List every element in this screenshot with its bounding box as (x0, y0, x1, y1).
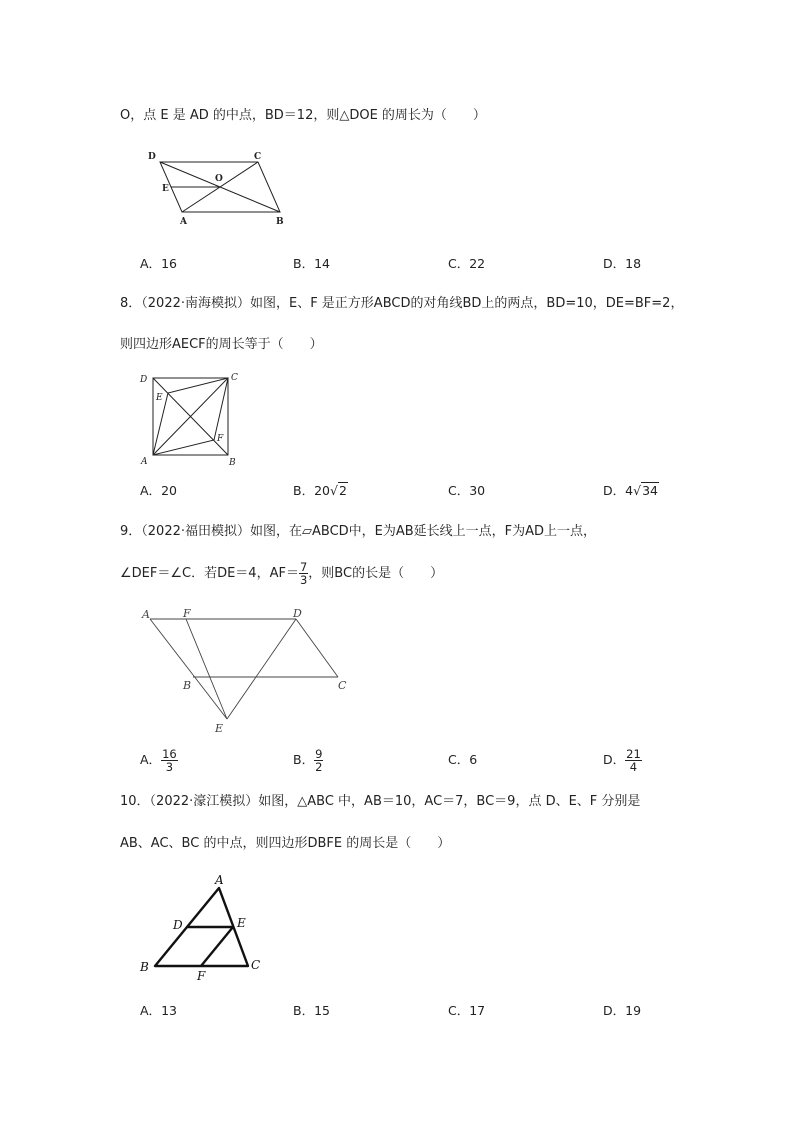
q10-option-a[interactable]: A．13 (140, 1003, 177, 1018)
q7-label-e: E (162, 184, 169, 194)
q9-option-d[interactable]: D． $\frac{21}{4}$ (603, 747, 641, 774)
q8-label-e: E (156, 393, 163, 403)
q7-figure-parallelogram (140, 146, 300, 230)
q8-figure-square (138, 368, 248, 468)
q7-label-b: B (276, 217, 284, 227)
q10-label-f: F (197, 969, 206, 983)
q8-option-d[interactable]: D．4√34 (603, 481, 659, 501)
q9-option-a[interactable]: A． $\frac{16}{3}$ (140, 747, 177, 774)
q10-stem-line1: 10．（2022·濠江模拟）如图，△ABC 中，AB＝10，AC＝7，BC＝9，点 D、E、F 分别是 (120, 794, 641, 809)
q8-option-d-sqrt: √34 (633, 483, 658, 498)
q8-label-d: D (140, 375, 148, 385)
q7-option-c[interactable]: C．22 (448, 256, 486, 271)
q10-label-e: E (237, 916, 246, 930)
q10-option-c[interactable]: C．17 (448, 1003, 486, 1018)
q8-label-b: B (229, 458, 236, 468)
q7-label-c: C (254, 152, 262, 162)
q7-option-a[interactable]: A．16 (140, 256, 177, 271)
q9-af-fraction: $\frac{7}{3}$ (299, 560, 308, 587)
q10-option-b[interactable]: B．15 (293, 1003, 330, 1018)
q10-stem-line2: AB、AC、BC 的中点，则四边形DBFE 的周长是（ ） (120, 836, 451, 851)
q9-label-b: B (183, 679, 192, 692)
q9-label-e: E (215, 722, 224, 734)
q7-label-a: A (180, 217, 187, 227)
q7-stem: O，点 E 是 AD 的中点，BD＝12，则△DOE 的周长为（ ） (120, 108, 486, 123)
q9-stem-line1: 9．（2022·福田模拟）如图，在▱ABCD中，E为AB延长线上一点，F为AD上一点， (120, 524, 597, 539)
q10-label-d: D (173, 918, 183, 932)
q8-label-a: A (141, 457, 148, 467)
q8-option-b[interactable]: B．20√2 (293, 481, 348, 501)
q8-stem-line2: 则四边形AECF的周长等于（ ） (120, 337, 323, 352)
q9-label-f: F (183, 607, 191, 620)
q7-option-d[interactable]: D．18 (603, 256, 642, 271)
q8-label-c: C (231, 373, 238, 383)
q10-option-d[interactable]: D．19 (603, 1003, 642, 1018)
q8-stem-line1: 8．（2022·南海模拟）如图，E、F 是正方形ABCD的对角线BD上的两点，BD=10，DE=BF=2， (120, 296, 684, 311)
q9-option-b[interactable]: B． $\frac{9}{2}$ (293, 747, 323, 774)
q9-label-c: C (338, 679, 347, 692)
q10-figure-triangle (136, 872, 266, 984)
q8-option-a[interactable]: A．20 (140, 483, 177, 498)
q9-stem-line2: ∠DEF＝∠C．若DE＝4，AF＝ $\frac{7}{3}$ ，则BC的长是（ ） (120, 560, 444, 587)
q10-label-b: B (140, 960, 149, 974)
q7-label-d: D (148, 152, 156, 162)
q9-label-a: A (142, 608, 150, 621)
q10-label-a: A (215, 873, 224, 887)
q8-option-c[interactable]: C．30 (448, 483, 486, 498)
q8-label-f: F (217, 434, 224, 444)
q9-option-c[interactable]: C．6 (448, 752, 478, 767)
q9-label-d: D (293, 607, 302, 620)
q10-label-c: C (251, 958, 261, 972)
q7-option-b[interactable]: B．14 (293, 256, 330, 271)
q9-figure-parallelogram (138, 604, 358, 734)
q8-option-b-sqrt: √2 (329, 483, 347, 498)
q7-label-o: O (215, 174, 223, 184)
